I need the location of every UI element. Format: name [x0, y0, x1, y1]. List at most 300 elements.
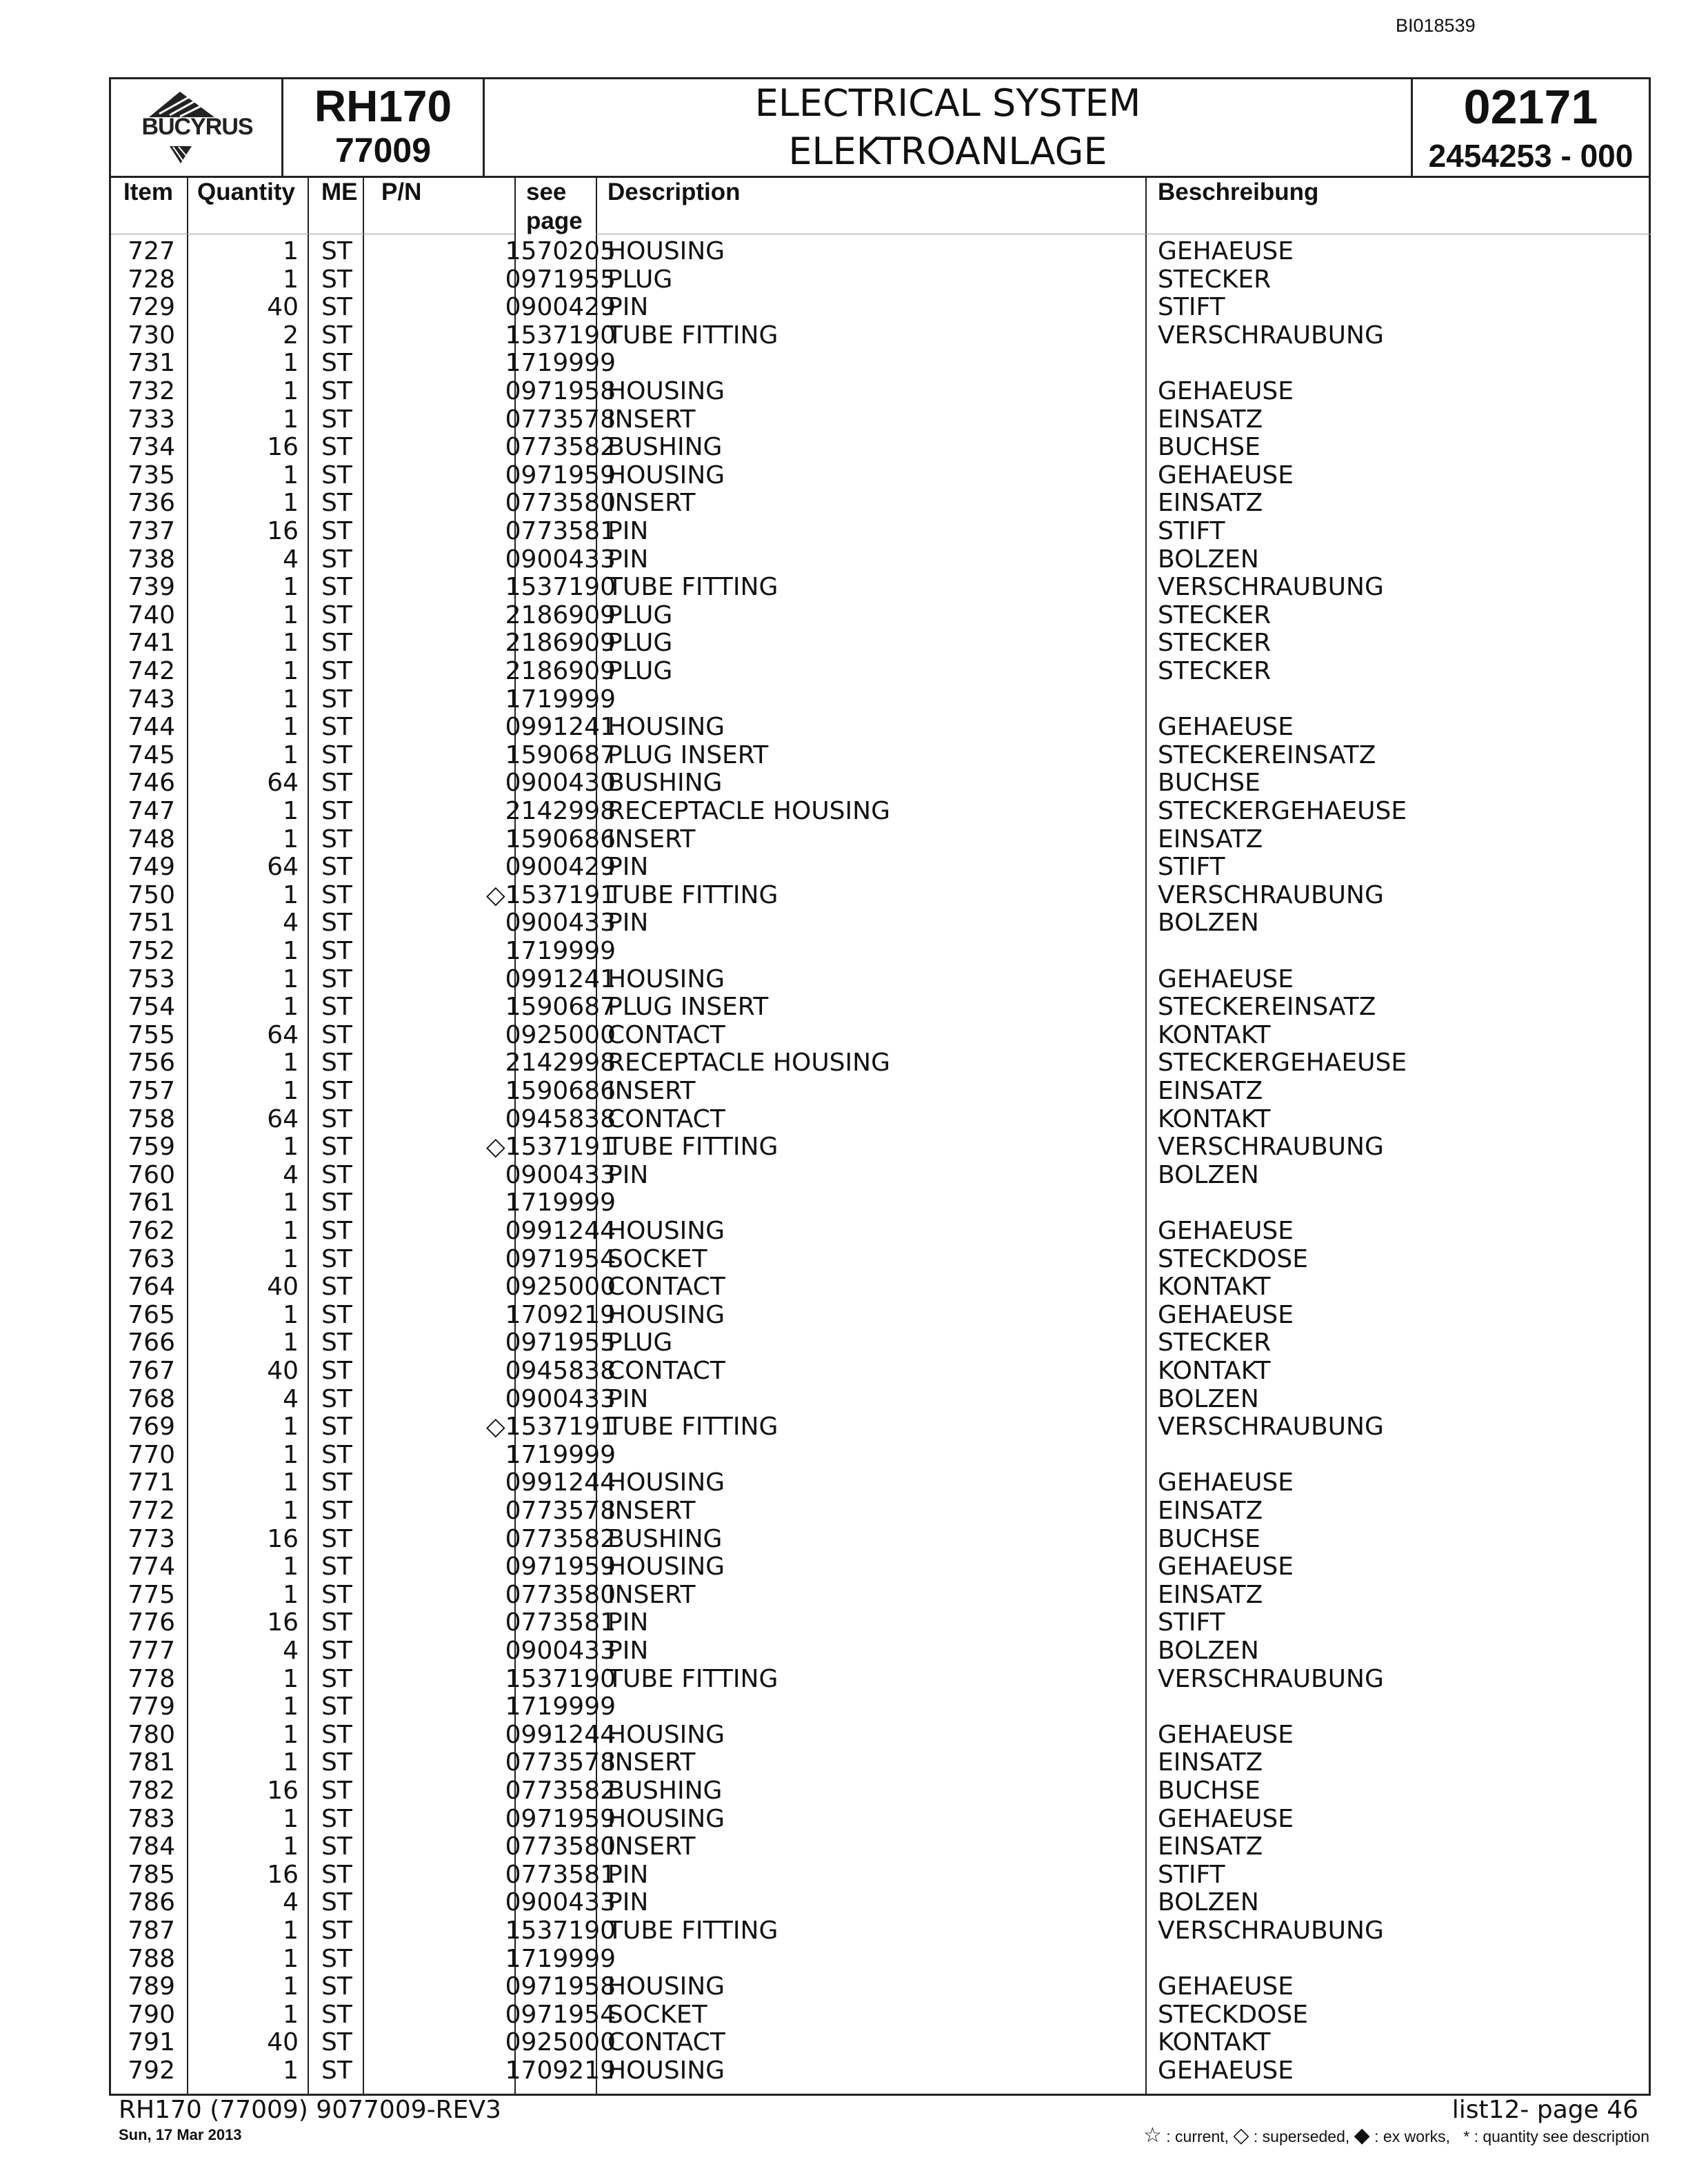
unit: ST: [321, 1832, 352, 1861]
part-number: 0773578: [505, 1497, 616, 1525]
beschreibung: STIFT: [1158, 293, 1225, 322]
unit: ST: [321, 349, 352, 378]
beschreibung: VERSCHRAUBUNG: [1158, 573, 1384, 602]
table-row: [111, 714, 1649, 742]
quantity: 16: [267, 433, 299, 462]
beschreibung: STECKEREINSATZ: [1158, 740, 1376, 769]
item-number: 746: [128, 769, 175, 798]
table-row: [111, 1162, 1649, 1190]
unit: ST: [321, 1133, 352, 1162]
part-number: 0925000: [505, 1273, 616, 1302]
beschreibung: KONTAKT: [1158, 1357, 1271, 1385]
beschreibung: BOLZEN: [1158, 1384, 1259, 1413]
part-number: 0945838: [505, 1357, 616, 1385]
part-number: 1719999: [505, 685, 616, 714]
beschreibung: EINSATZ: [1158, 489, 1263, 518]
table-row: [111, 1637, 1649, 1666]
table-row: [111, 1889, 1649, 1917]
drawing-number: 2454253 - 000: [1428, 138, 1634, 174]
table-row: [111, 1609, 1649, 1637]
beschreibung: STECKER: [1158, 265, 1272, 294]
legend-ex-works: : ex works,: [1374, 2127, 1451, 2145]
unit: ST: [321, 1580, 352, 1609]
description: PIN: [607, 1860, 649, 1889]
unit: ST: [321, 1720, 352, 1749]
part-number: 1590686: [505, 825, 616, 853]
beschreibung: BUCHSE: [1158, 1524, 1260, 1553]
unit: ST: [321, 657, 352, 685]
part-number: 2186909: [505, 657, 616, 685]
unit: ST: [321, 1692, 352, 1721]
quantity: 1: [283, 880, 299, 909]
item-number: 782: [128, 1777, 175, 1805]
table-row: [111, 1133, 1649, 1162]
item-number: 749: [128, 853, 175, 882]
beschreibung: STECKER: [1158, 657, 1272, 685]
item-number: 757: [128, 1077, 175, 1105]
quantity: 1: [283, 1944, 299, 1973]
part-number: 2142998: [505, 797, 616, 825]
table-row: [111, 1553, 1649, 1581]
beschreibung: GEHAEUSE: [1158, 237, 1294, 265]
quantity: 4: [283, 1384, 299, 1413]
unit: ST: [321, 853, 352, 882]
table-row: [111, 1049, 1649, 1078]
quantity: 64: [267, 853, 299, 882]
unit: ST: [321, 1888, 352, 1917]
quantity: 40: [267, 1273, 299, 1302]
part-number: 0925000: [505, 1020, 616, 1049]
table-row: [111, 1497, 1649, 1526]
item-number: 789: [128, 1972, 175, 2001]
item-number: 742: [128, 657, 175, 685]
table-row: [111, 546, 1649, 574]
quantity: 1: [283, 1720, 299, 1749]
item-number: 765: [128, 1300, 175, 1329]
beschreibung: STECKDOSE: [1158, 2000, 1308, 2029]
beschreibung: BUCHSE: [1158, 769, 1260, 798]
item-number: 772: [128, 1497, 175, 1525]
part-number: 1537190: [505, 1664, 616, 1693]
part-number: 0900429: [505, 853, 616, 882]
quantity: 4: [283, 1637, 299, 1665]
table-row: [111, 462, 1649, 490]
table-row: [111, 602, 1649, 630]
part-number: ◇1537191: [485, 1413, 616, 1442]
beschreibung: GEHAEUSE: [1158, 964, 1294, 993]
beschreibung: GEHAEUSE: [1158, 1468, 1294, 1497]
beschreibung: GEHAEUSE: [1158, 1972, 1294, 2001]
diamond-outline-icon: ◇: [1233, 2124, 1249, 2147]
part-number: 0971954: [505, 1244, 616, 1273]
quantity: 1: [283, 993, 299, 1022]
title-block-text: [485, 79, 1413, 176]
part-number: 0773582: [505, 433, 616, 462]
beschreibung: GEHAEUSE: [1158, 1804, 1294, 1833]
item-number: 759: [128, 1133, 175, 1162]
quantity: 1: [283, 1133, 299, 1162]
quantity: 16: [267, 1860, 299, 1889]
part-number: 1719999: [505, 937, 616, 965]
item-number: 741: [128, 629, 175, 658]
beschreibung: STECKER: [1158, 1328, 1272, 1357]
table-row: [111, 1022, 1649, 1050]
quantity: 1: [283, 1468, 299, 1497]
unit: ST: [321, 713, 352, 742]
description: BUSHING: [607, 433, 723, 462]
description: CONTACT: [607, 1020, 725, 1049]
column-header-quantity: Quantity: [197, 179, 295, 205]
part-number: 0991244: [505, 1217, 616, 1245]
description: PLUG INSERT: [607, 993, 769, 1022]
table-row: [111, 406, 1649, 434]
beschreibung: BOLZEN: [1158, 909, 1259, 938]
part-number: 1590686: [505, 1077, 616, 1105]
unit: ST: [321, 1357, 352, 1385]
item-number: 756: [128, 1049, 175, 1078]
table-row: [111, 489, 1649, 518]
model-block: [283, 79, 485, 176]
table-row: [111, 1246, 1649, 1274]
table-row: [111, 1917, 1649, 1945]
part-number: 0773582: [505, 1524, 616, 1553]
beschreibung: VERSCHRAUBUNG: [1158, 1917, 1384, 1945]
quantity: 4: [283, 1888, 299, 1917]
quantity: 1: [283, 1300, 299, 1329]
beschreibung: KONTAKT: [1158, 1104, 1271, 1133]
description: INSERT: [607, 1580, 696, 1609]
part-number: 0945838: [505, 1104, 616, 1133]
table-row: [111, 1413, 1649, 1442]
footer-date: Sun, 17 Mar 2013: [119, 2126, 242, 2143]
item-number: 785: [128, 1860, 175, 1889]
beschreibung: VERSCHRAUBUNG: [1158, 1413, 1384, 1442]
group-number-block: [1413, 79, 1649, 176]
beschreibung: BUCHSE: [1158, 1777, 1260, 1805]
quantity: 1: [283, 349, 299, 378]
table-row: [111, 629, 1649, 658]
description: PIN: [607, 1160, 649, 1189]
quantity: 4: [283, 545, 299, 574]
description: INSERT: [607, 405, 696, 434]
unit: ST: [321, 1300, 352, 1329]
unit: ST: [321, 489, 352, 518]
quantity: 1: [283, 2056, 299, 2085]
beschreibung: STECKER: [1158, 600, 1272, 629]
item-number: 743: [128, 685, 175, 714]
part-number: 1590687: [505, 740, 616, 769]
beschreibung: KONTAKT: [1158, 1020, 1271, 1049]
beschreibung: STECKERGEHAEUSE: [1158, 1049, 1407, 1078]
description: CONTACT: [607, 1273, 725, 1302]
unit: ST: [321, 433, 352, 462]
beschreibung: STECKER: [1158, 629, 1272, 658]
part-number: 0773581: [505, 517, 616, 545]
item-number: 730: [128, 321, 175, 350]
description: HOUSING: [607, 964, 725, 993]
part-number: 2142998: [505, 1049, 616, 1078]
group-number: 02171: [1463, 80, 1598, 134]
description: TUBE FITTING: [607, 1413, 778, 1442]
part-number: 0900433: [505, 1384, 616, 1413]
item-number: 788: [128, 1944, 175, 1973]
description: PIN: [607, 1384, 649, 1413]
item-number: 744: [128, 713, 175, 742]
unit: ST: [321, 321, 352, 350]
table-row: [111, 294, 1649, 322]
item-number: 738: [128, 545, 175, 574]
item-number: 733: [128, 405, 175, 434]
description: HOUSING: [607, 237, 725, 265]
description: PIN: [607, 1888, 649, 1917]
table-row: [111, 1078, 1649, 1106]
unit: ST: [321, 2028, 352, 2057]
description: INSERT: [607, 1832, 696, 1861]
part-number: 0773580: [505, 1832, 616, 1861]
quantity: 16: [267, 1777, 299, 1805]
table-row: [111, 1581, 1649, 1610]
table-row: [111, 938, 1649, 966]
quantity: 1: [283, 964, 299, 993]
quantity: 1: [283, 1049, 299, 1078]
item-number: 751: [128, 909, 175, 938]
part-number: 0971958: [505, 377, 616, 405]
beschreibung: EINSATZ: [1158, 1832, 1263, 1861]
beschreibung: GEHAEUSE: [1158, 1300, 1294, 1329]
item-number: 790: [128, 2000, 175, 2029]
table-row: [111, 322, 1649, 350]
item-number: 769: [128, 1413, 175, 1442]
unit: ST: [321, 1748, 352, 1777]
part-number: 0900433: [505, 1888, 616, 1917]
item-number: 752: [128, 937, 175, 965]
part-number: 1719999: [505, 1440, 616, 1469]
item-number: 775: [128, 1580, 175, 1609]
beschreibung: EINSATZ: [1158, 1580, 1263, 1609]
beschreibung: EINSATZ: [1158, 825, 1263, 853]
beschreibung: GEHAEUSE: [1158, 713, 1294, 742]
part-number: 0773580: [505, 489, 616, 518]
title-german: ELEKTROANLAGE: [788, 130, 1107, 173]
unit: ST: [321, 1553, 352, 1581]
column-header-pn: P/N: [381, 179, 422, 205]
description: CONTACT: [607, 2028, 725, 2057]
column-header-item: Item: [123, 179, 173, 205]
item-number: 750: [128, 880, 175, 909]
part-number: 0925000: [505, 2028, 616, 2057]
beschreibung: GEHAEUSE: [1158, 377, 1294, 405]
unit: ST: [321, 1777, 352, 1805]
table-row: [111, 1189, 1649, 1217]
part-number: 0773580: [505, 1580, 616, 1609]
description: TUBE FITTING: [607, 1133, 778, 1162]
part-number: 0991244: [505, 1468, 616, 1497]
unit: ST: [321, 1077, 352, 1105]
description: PIN: [607, 1608, 649, 1637]
table-row: [111, 658, 1649, 686]
table-row: [111, 1666, 1649, 1694]
column-header-beschreibung: Beschreibung: [1158, 179, 1319, 205]
item-number: 755: [128, 1020, 175, 1049]
unit: ST: [321, 993, 352, 1022]
diamond-filled-icon: ◆: [1354, 2124, 1370, 2147]
part-number: 0773578: [505, 1748, 616, 1777]
beschreibung: KONTAKT: [1158, 1273, 1271, 1302]
description: HOUSING: [607, 1720, 725, 1749]
parts-list-frame: [109, 77, 1651, 2096]
description: SOCKET: [607, 1244, 707, 1273]
part-number: 0900433: [505, 545, 616, 574]
table-row: [111, 1693, 1649, 1721]
description: TUBE FITTING: [607, 321, 778, 350]
part-number: 0773578: [505, 405, 616, 434]
description: SOCKET: [607, 2000, 707, 2029]
item-number: 748: [128, 825, 175, 853]
beschreibung: EINSATZ: [1158, 1497, 1263, 1525]
unit: ST: [321, 1972, 352, 2001]
quantity: 1: [283, 237, 299, 265]
model-name: RH170: [314, 81, 452, 131]
quantity: 2: [283, 321, 299, 350]
quantity: 64: [267, 1104, 299, 1133]
part-number: 0773582: [505, 1777, 616, 1805]
table-row: [111, 993, 1649, 1022]
description: BUSHING: [607, 1777, 723, 1805]
item-number: 774: [128, 1553, 175, 1581]
table-row: [111, 2029, 1649, 2057]
table-row: [111, 826, 1649, 854]
part-number: 0900433: [505, 1637, 616, 1665]
item-number: 784: [128, 1832, 175, 1861]
description: RECEPTACLE HOUSING: [607, 1049, 890, 1078]
table-row: [111, 266, 1649, 294]
quantity: 1: [283, 573, 299, 602]
footer-page: list12- page 46: [1451, 2096, 1638, 2124]
description: HOUSING: [607, 1804, 725, 1833]
table-row: [111, 1945, 1649, 1974]
item-number: 766: [128, 1328, 175, 1357]
part-number: 2186909: [505, 629, 616, 658]
table-row: [111, 798, 1649, 826]
description: INSERT: [607, 489, 696, 518]
star-icon: ☆: [1143, 2124, 1162, 2147]
item-number: 753: [128, 964, 175, 993]
table-row: [111, 350, 1649, 378]
column-header-page: page: [526, 208, 583, 234]
item-number: 731: [128, 349, 175, 378]
quantity: 1: [283, 1413, 299, 1442]
unit: ST: [321, 1608, 352, 1637]
unit: ST: [321, 769, 352, 798]
part-number: 0971959: [505, 1804, 616, 1833]
item-number: 734: [128, 433, 175, 462]
unit: ST: [321, 1189, 352, 1217]
quantity: 1: [283, 1972, 299, 2001]
quantity: 40: [267, 293, 299, 322]
quantity: 1: [283, 377, 299, 405]
unit: ST: [321, 545, 352, 574]
description: INSERT: [607, 1077, 696, 1105]
description: HOUSING: [607, 1300, 725, 1329]
unit: ST: [321, 909, 352, 938]
beschreibung: GEHAEUSE: [1158, 461, 1294, 489]
part-number: 0991244: [505, 1720, 616, 1749]
description: INSERT: [607, 1497, 696, 1525]
beschreibung: GEHAEUSE: [1158, 2056, 1294, 2085]
part-number: 0773581: [505, 1860, 616, 1889]
unit: ST: [321, 1524, 352, 1553]
description: RECEPTACLE HOUSING: [607, 797, 890, 825]
table-row: [111, 1973, 1649, 2001]
item-number: 786: [128, 1888, 175, 1917]
quantity: 1: [283, 405, 299, 434]
quantity: 40: [267, 2028, 299, 2057]
table-row: [111, 769, 1649, 798]
table-row: [111, 1273, 1649, 1302]
item-number: 779: [128, 1692, 175, 1721]
beschreibung: VERSCHRAUBUNG: [1158, 880, 1384, 909]
unit: ST: [321, 1664, 352, 1693]
unit: ST: [321, 517, 352, 545]
description: TUBE FITTING: [607, 573, 778, 602]
table-row: [111, 1861, 1649, 1890]
item-number: 739: [128, 573, 175, 602]
part-number: 1537190: [505, 573, 616, 602]
beschreibung: STIFT: [1158, 1860, 1225, 1889]
description: BUSHING: [607, 1524, 723, 1553]
table-row: [111, 434, 1649, 462]
table-row: [111, 1302, 1649, 1330]
description: HOUSING: [607, 461, 725, 489]
part-number: 0971954: [505, 2000, 616, 2029]
quantity: 1: [283, 657, 299, 685]
unit: ST: [321, 1944, 352, 1973]
legend-current: : current,: [1166, 2127, 1229, 2145]
table-row: [111, 966, 1649, 994]
description: PIN: [607, 517, 649, 545]
quantity: 1: [283, 825, 299, 853]
unit: ST: [321, 685, 352, 714]
part-number: 1537190: [505, 321, 616, 350]
quantity: 1: [283, 1189, 299, 1217]
table-row: [111, 1469, 1649, 1497]
table-row: [111, 2001, 1649, 2030]
column-header-me: ME: [321, 179, 358, 205]
description: INSERT: [607, 825, 696, 853]
unit: ST: [321, 1020, 352, 1049]
quantity: 1: [283, 1077, 299, 1105]
quantity: 40: [267, 1357, 299, 1385]
part-number: 0971955: [505, 1328, 616, 1357]
quantity: 1: [283, 1440, 299, 1469]
part-number: 0971955: [505, 265, 616, 294]
unit: ST: [321, 1440, 352, 1469]
table-row: [111, 2057, 1649, 2085]
unit: ST: [321, 1804, 352, 1833]
part-number: 0773581: [505, 1608, 616, 1637]
part-number: 0971959: [505, 461, 616, 489]
table-row: [111, 1357, 1649, 1386]
part-number: 0971959: [505, 1553, 616, 1581]
item-number: 737: [128, 517, 175, 545]
quantity: 1: [283, 489, 299, 518]
table-row: [111, 909, 1649, 938]
unit: ST: [321, 600, 352, 629]
description: PIN: [607, 853, 649, 882]
item-number: 781: [128, 1748, 175, 1777]
column-header-see: see: [526, 179, 567, 205]
part-number: 1719999: [505, 1944, 616, 1973]
